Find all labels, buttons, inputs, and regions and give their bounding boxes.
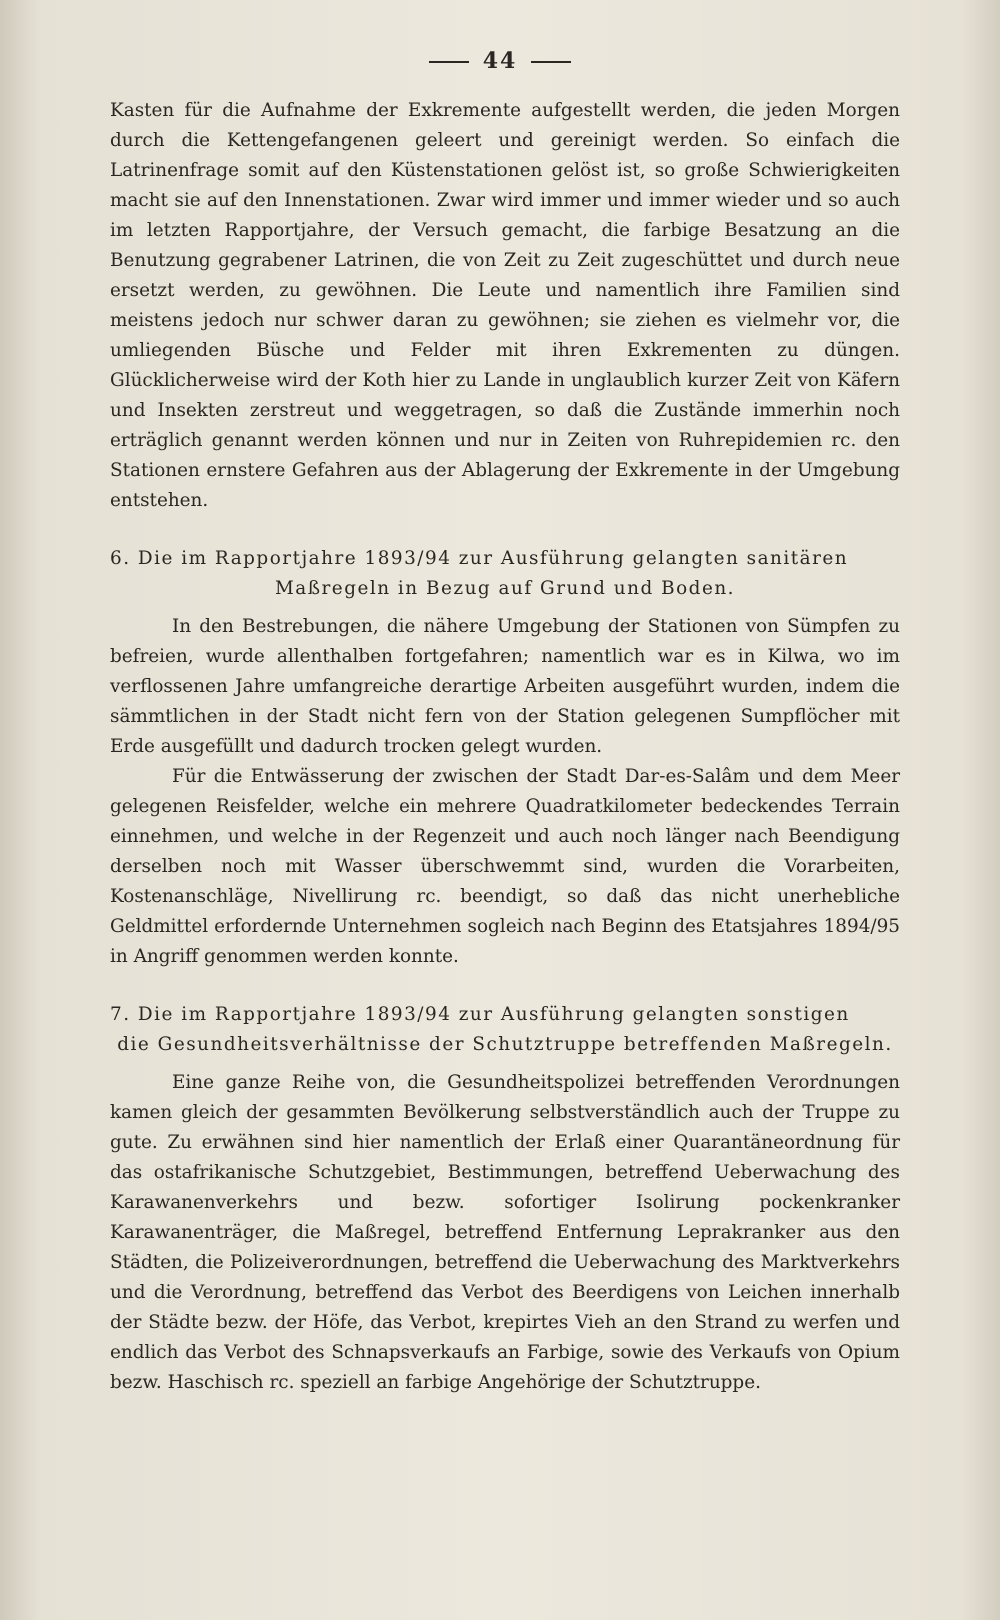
header-dash-right bbox=[531, 61, 571, 63]
page-header bbox=[0, 48, 1000, 74]
section-6-title-line2: Maßregeln in Bezug auf Grund und Boden. bbox=[274, 578, 736, 599]
section-6-number: 6. bbox=[110, 548, 131, 569]
section-6-paragraph-1: In den Bestrebungen, die nähere Umgebung der Stationen von Sümpfen zu befreien, wurde allenthalben fortgefahren; namentlich war es in Kilwa, wo im verflossenen Jahre umfangreiche derartige Arbeiten ausgeführt wurden, indem die sämmtlichen in der Stadt nicht fern von der Station gelegenen Sumpflöcher mit Erde ausgefüllt und dadurch trocken gelegt wurden. bbox=[110, 616, 900, 757]
header-dash-left bbox=[429, 61, 469, 63]
section-6-title-line1: Die im Rapportjahre 1893/94 zur Ausführung gelangten sanitären bbox=[137, 548, 849, 569]
page-number: 44 bbox=[482, 48, 518, 74]
section-7-title-line1: Die im Rapportjahre 1893/94 zur Ausführung gelangten sonstigen bbox=[137, 1004, 850, 1025]
section-7-title-line2: die Gesundheitsverhältnisse der Schutztruppe betreffenden Maßregeln. bbox=[117, 1034, 893, 1055]
section-7-paragraph-1: Eine ganze Reihe von, die Gesundheitspolizei betreffenden Verordnungen kamen gleich der gesammten Bevölkerung selbstverständlich auch der Truppe zu gute. Zu erwähnen sind hier namentlich der Erlaß einer Quarantäneordnung für das ostafrikanische Schutzgebiet, Bestimmungen, betreffend Ueberwachung des Karawanenverkehrs und bezw. sofortiger Isolirung pockenkranker Karawanenträger, die Maßregel, betreffend Entfernung Leprakranker aus den Städten, die Polizeiverordnungen, betreffend die Ueberwachung des Marktverkehrs und die Verordnung, betreffend das Verbot des Beerdigens von Leichen innerhalb der Städte bezw. der Höfe, das Verbot, krepirtes Vieh an den Strand zu werfen und endlich das Verbot des Schnapsverkaufs an Farbige, sowie des Verkaufs von Opium bezw. Haschisch rc. speziell an farbige Angehörige der Schutztruppe. bbox=[110, 1072, 900, 1393]
paragraph-latrine: Kasten für die Aufnahme der Exkremente aufgestellt werden, die jeden Morgen durch die Kettengefangenen geleert und gereinigt werden. So einfach die Latrinenfrage somit auf den Küstenstationen gelöst ist, so große Schwierigkeiten macht sie auf den Innenstationen. Zwar wird immer und immer wieder und so auch im letzten Rapportjahre, der Versuch gemacht, die farbige Besatzung an die Benutzung gegrabener Latrinen, die von Zeit zu Zeit zugeschüttet und durch neue ersetzt werden, zu gewöhnen. Die Leute und namentlich ihre Familien sind meistens jedoch nur schwer daran zu gewöhnen; sie ziehen es vielmehr vor, die umliegenden Büsche und Felder mit ihren Exkrementen zu düngen. Glücklicherweise wird der Koth hier zu Lande in unglaublich kurzer Zeit von Käfern und Insekten zerstreut und weggetragen, so daß die Zustände immerhin noch erträglich genannt werden können und nur in Zeiten von Ruhrepidemien rc. den Stationen ernstere Gefahren aus der Ablagerung der Exkremente in der Umgebung entstehen. bbox=[110, 100, 900, 511]
section-6-heading bbox=[110, 544, 900, 604]
page-content bbox=[110, 96, 900, 1398]
section-6-paragraph-2: Für die Entwässerung der zwischen der Stadt Dar-es-Salâm und dem Meer gelegenen Reisfelder, welche ein mehrere Quadratkilometer bedeckendes Terrain einnehmen, und welche in der Regenzeit und auch noch länger nach Beendigung derselben noch mit Wasser überschwemmt sind, wurden die Vorarbeiten, Kostenanschläge, Nivellirung rc. beendigt, so daß das nicht unerhebliche Geldmittel erfordernde Unternehmen sogleich nach Beginn des Etatsjahres 1894/95 in Angriff genommen werden konnte. bbox=[110, 766, 900, 967]
section-7-heading bbox=[110, 1000, 900, 1060]
section-7-number: 7. bbox=[110, 1004, 131, 1025]
